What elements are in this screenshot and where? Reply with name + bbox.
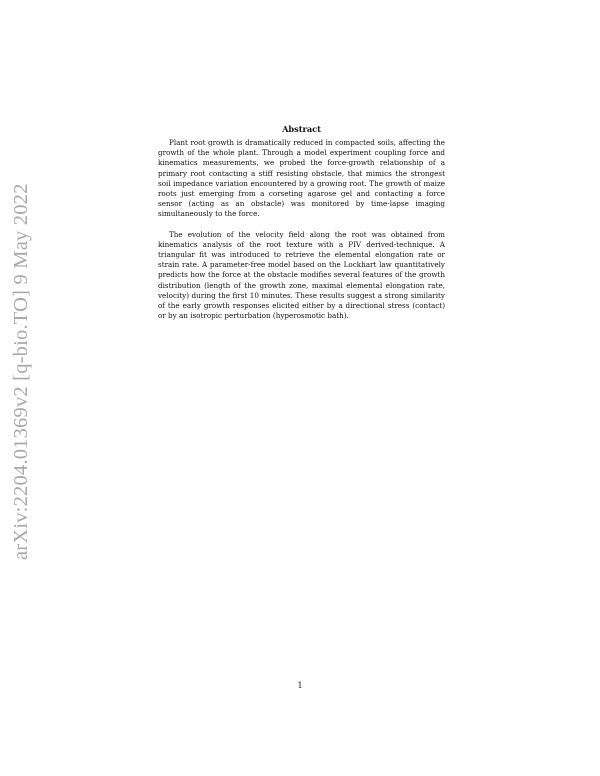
page-number: 1 [297, 681, 303, 690]
abstract-paragraph-1: Plant root growth is dramatically reduced in compacted soils, affecting the growth of the whole plant. Through a model experiment coupling force and kinematics measurements, we probed the force-growth relationship of a primary root contacting a stiff resisting obstacle, that mimics the strongest soil impedance variation encountered by a growing root. The growth of maize roots just emerging from a corseting agarose gel and contacting a force sensor (acting as an obstacle) was monitored by time-lapse imaging simultaneously to the force. [158, 138, 445, 219]
abstract-section [158, 123, 445, 321]
abstract-paragraph-2: The evolution of the velocity field along the root was obtained from kinematics analysis of the root texture with a PIV derived-technique. A triangular fit was introduced to retrieve the elemental elongation rate or strain rate. A parameter-free model based on the Lockhart law quantitatively predicts how the force at the obstacle modifies several features of the growth distribution (length of the growth zone, maximal elemental elongation rate, velocity) during the first 10 minutes. These results suggest a strong similarity of the early growth responses elicited either by a directional stress (contact) or by an isotropic perturbation (hyperosmotic bath). [158, 229, 445, 321]
arxiv-identifier-stamp: arXiv:2204.01369v2 [q-bio.TO] 9 May 2022 [10, 183, 32, 560]
abstract-title: Abstract [282, 124, 321, 134]
